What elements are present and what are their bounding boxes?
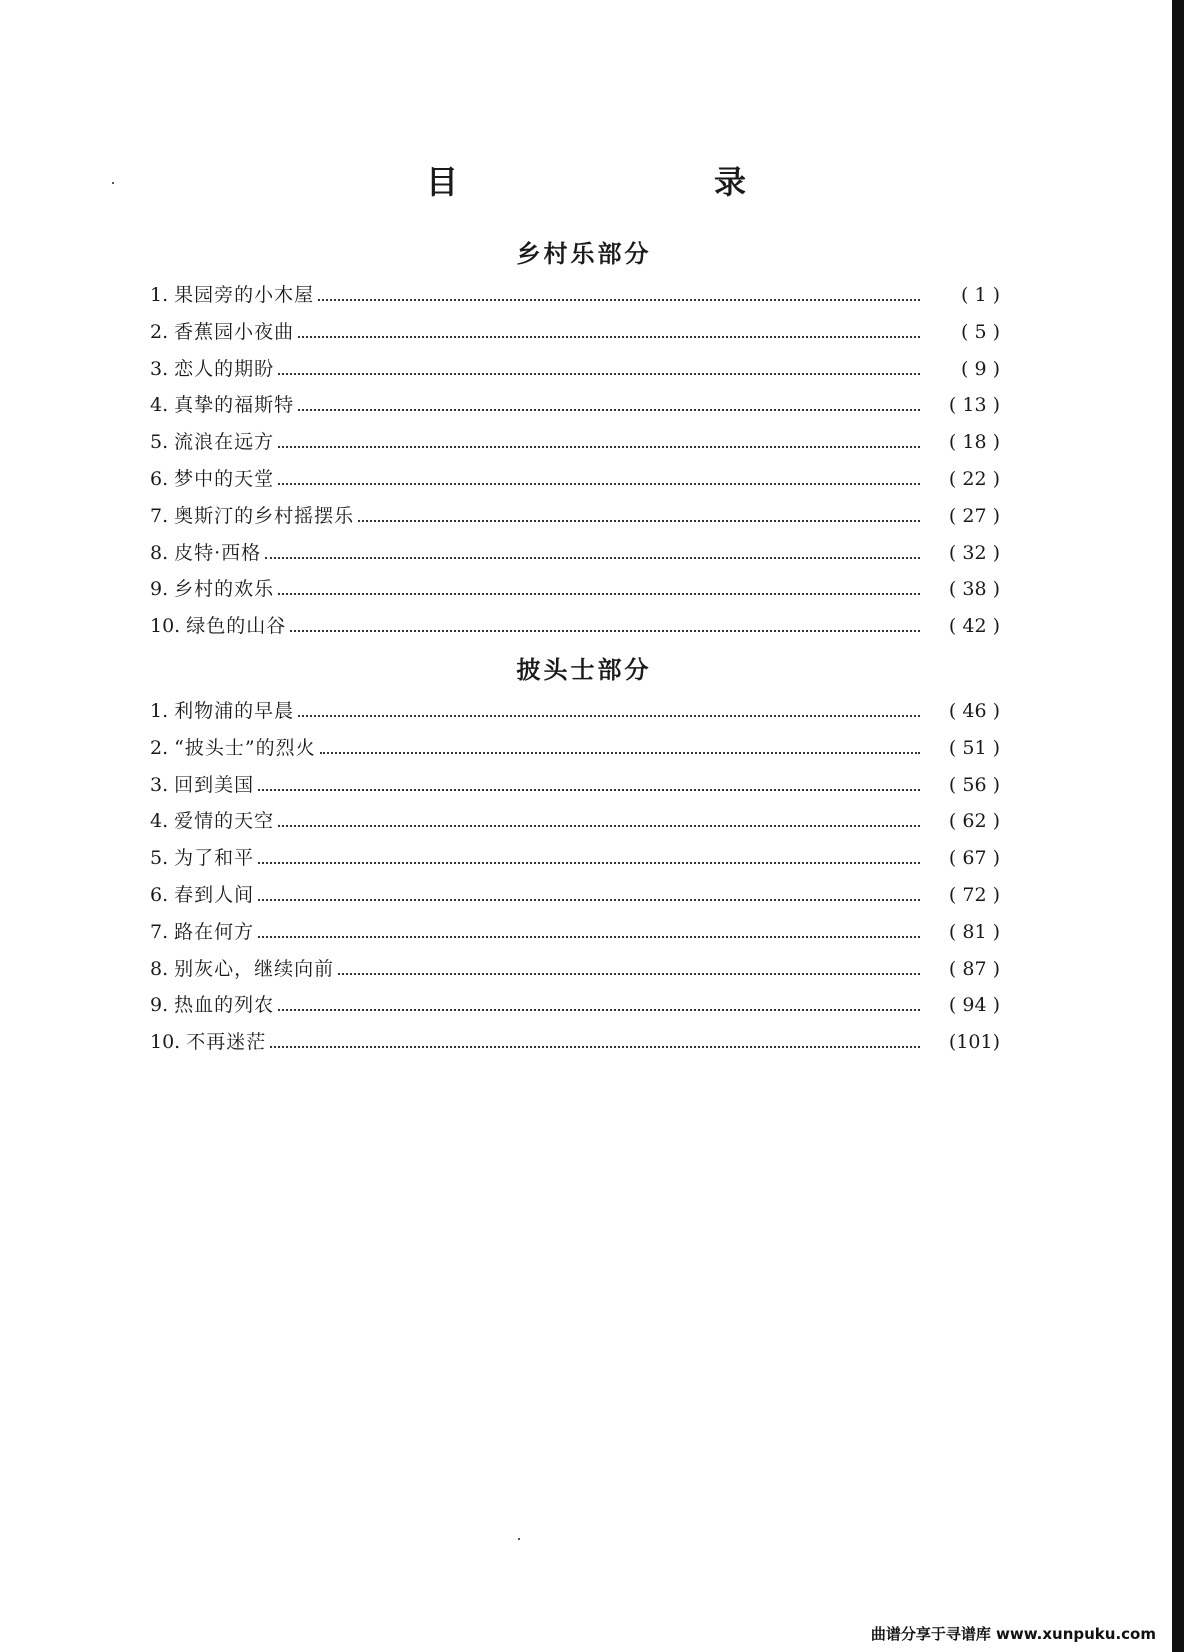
entry-number: 7.	[150, 920, 169, 943]
toc-entry[interactable]	[150, 990, 1000, 1027]
toc-entry[interactable]	[150, 390, 1000, 427]
entry-title: 真挚的福斯特	[174, 394, 295, 417]
leader-dots	[258, 899, 920, 901]
section-heading-beatles: 披头士部分	[516, 656, 652, 684]
entry-page: ( 13 )	[948, 394, 1000, 417]
entry-number: 2.	[150, 320, 169, 343]
entry-number: 7.	[150, 504, 169, 527]
leader-dots	[298, 409, 920, 411]
leader-dots	[278, 446, 920, 448]
scan-speck	[518, 1538, 520, 1540]
entry-page: ( 72 )	[948, 883, 1000, 906]
entry-title: 果园旁的小木屋	[174, 284, 315, 306]
entry-page: ( 38 )	[948, 578, 1000, 601]
entry-title: 为了和平	[174, 847, 255, 870]
entry-title: 回到美国	[174, 773, 255, 796]
entry-number: 1.	[150, 700, 169, 722]
leader-dots	[338, 973, 920, 975]
toc-entry[interactable]	[150, 427, 1000, 464]
entry-number: 4.	[150, 810, 169, 833]
entry-title: 春到人间	[174, 883, 255, 906]
toc-list-beatles	[150, 696, 1000, 1064]
leader-dots	[258, 936, 920, 938]
entry-page: ( 81 )	[948, 920, 1000, 943]
entry-page: ( 5 )	[961, 320, 1000, 343]
entry-page: ( 62 )	[948, 810, 1000, 833]
toc-entry[interactable]	[150, 954, 1000, 991]
entry-number: 9.	[150, 994, 169, 1017]
entry-number: 1.	[150, 284, 169, 306]
entry-number: 9.	[150, 578, 169, 601]
entry-page: ( 27 )	[948, 504, 1000, 527]
entry-title: “披头士”的烈火	[174, 736, 316, 759]
entry-number: 6.	[150, 467, 169, 490]
toc-entry[interactable]	[150, 464, 1000, 501]
leader-dots	[290, 630, 920, 632]
entry-number: 4.	[150, 394, 169, 417]
leader-dots	[298, 336, 920, 338]
leader-dots	[358, 520, 920, 522]
entry-number: 2.	[150, 736, 169, 759]
entry-number: 8.	[150, 957, 169, 980]
entry-title: 爱情的天空	[174, 810, 275, 833]
toc-entry[interactable]	[150, 696, 1000, 733]
leader-dots	[320, 752, 920, 754]
leader-dots	[298, 715, 920, 717]
leader-dots	[278, 825, 920, 827]
entry-page: ( 87 )	[948, 957, 1000, 980]
entry-number: 5.	[150, 431, 169, 454]
toc-entry[interactable]	[150, 770, 1000, 807]
entry-page: ( 22 )	[948, 467, 1000, 490]
entry-number: 3.	[150, 773, 169, 796]
toc-entry[interactable]	[150, 917, 1000, 954]
toc-entry[interactable]	[150, 280, 1000, 317]
entry-title: 热血的列农	[174, 994, 275, 1017]
entry-title: 路在何方	[174, 920, 255, 943]
entry-title: 香蕉园小夜曲	[174, 320, 295, 343]
toc-entry[interactable]	[150, 611, 1000, 648]
entry-title: 皮特·西格	[174, 541, 262, 564]
entry-number: 8.	[150, 541, 169, 564]
entry-page: (101)	[948, 1031, 1000, 1054]
entry-page: ( 46 )	[948, 700, 1000, 722]
entry-title: 乡村的欢乐	[174, 578, 275, 601]
toc-list-country	[150, 280, 1000, 648]
section-heading-country: 乡村乐部分	[516, 240, 652, 268]
entry-title: 利物浦的早晨	[174, 700, 295, 722]
entry-number: 3.	[150, 357, 169, 380]
entry-number: 10.	[150, 615, 181, 638]
entry-page: ( 94 )	[948, 994, 1000, 1017]
leader-dots	[318, 299, 920, 301]
entry-page: ( 9 )	[961, 357, 1000, 380]
entry-title: 梦中的天堂	[174, 467, 275, 490]
entry-page: ( 42 )	[948, 615, 1000, 638]
toc-entry[interactable]	[150, 574, 1000, 611]
toc-entry[interactable]	[150, 317, 1000, 354]
toc-entry[interactable]	[150, 806, 1000, 843]
leader-dots	[258, 789, 920, 791]
leader-dots	[258, 862, 920, 864]
leader-dots	[278, 373, 920, 375]
entry-number: 10.	[150, 1031, 181, 1054]
entry-page: ( 1 )	[961, 284, 1000, 306]
entry-page: ( 32 )	[948, 541, 1000, 564]
entry-title: 不再迷茫	[186, 1031, 267, 1054]
page-title: 目 录	[425, 163, 858, 201]
entry-title: 别灰心，继续向前	[174, 957, 335, 980]
toc-entry[interactable]	[150, 843, 1000, 880]
entry-title: 恋人的期盼	[174, 357, 275, 380]
toc-entry[interactable]	[150, 501, 1000, 538]
toc-entry[interactable]	[150, 733, 1000, 770]
entry-page: ( 56 )	[948, 773, 1000, 796]
leader-dots	[278, 483, 920, 485]
entry-title: 奥斯汀的乡村摇摆乐	[174, 504, 355, 527]
entry-page: ( 67 )	[948, 847, 1000, 870]
toc-entry[interactable]	[150, 538, 1000, 575]
entry-page: ( 51 )	[948, 736, 1000, 759]
entry-page: ( 18 )	[948, 431, 1000, 454]
entry-title: 绿色的山谷	[186, 615, 287, 638]
toc-entry[interactable]	[150, 354, 1000, 391]
entry-number: 6.	[150, 883, 169, 906]
leader-dots	[265, 557, 920, 559]
entry-title: 流浪在远方	[174, 431, 275, 454]
toc-entry[interactable]	[150, 1027, 1000, 1064]
leader-dots	[270, 1046, 920, 1048]
toc-entry[interactable]	[150, 880, 1000, 917]
leader-dots	[278, 1009, 920, 1011]
footer-credit: 曲谱分享于寻谱库 www.xunpuku.com	[870, 1625, 1156, 1643]
leader-dots	[278, 593, 920, 595]
entry-number: 5.	[150, 847, 169, 870]
